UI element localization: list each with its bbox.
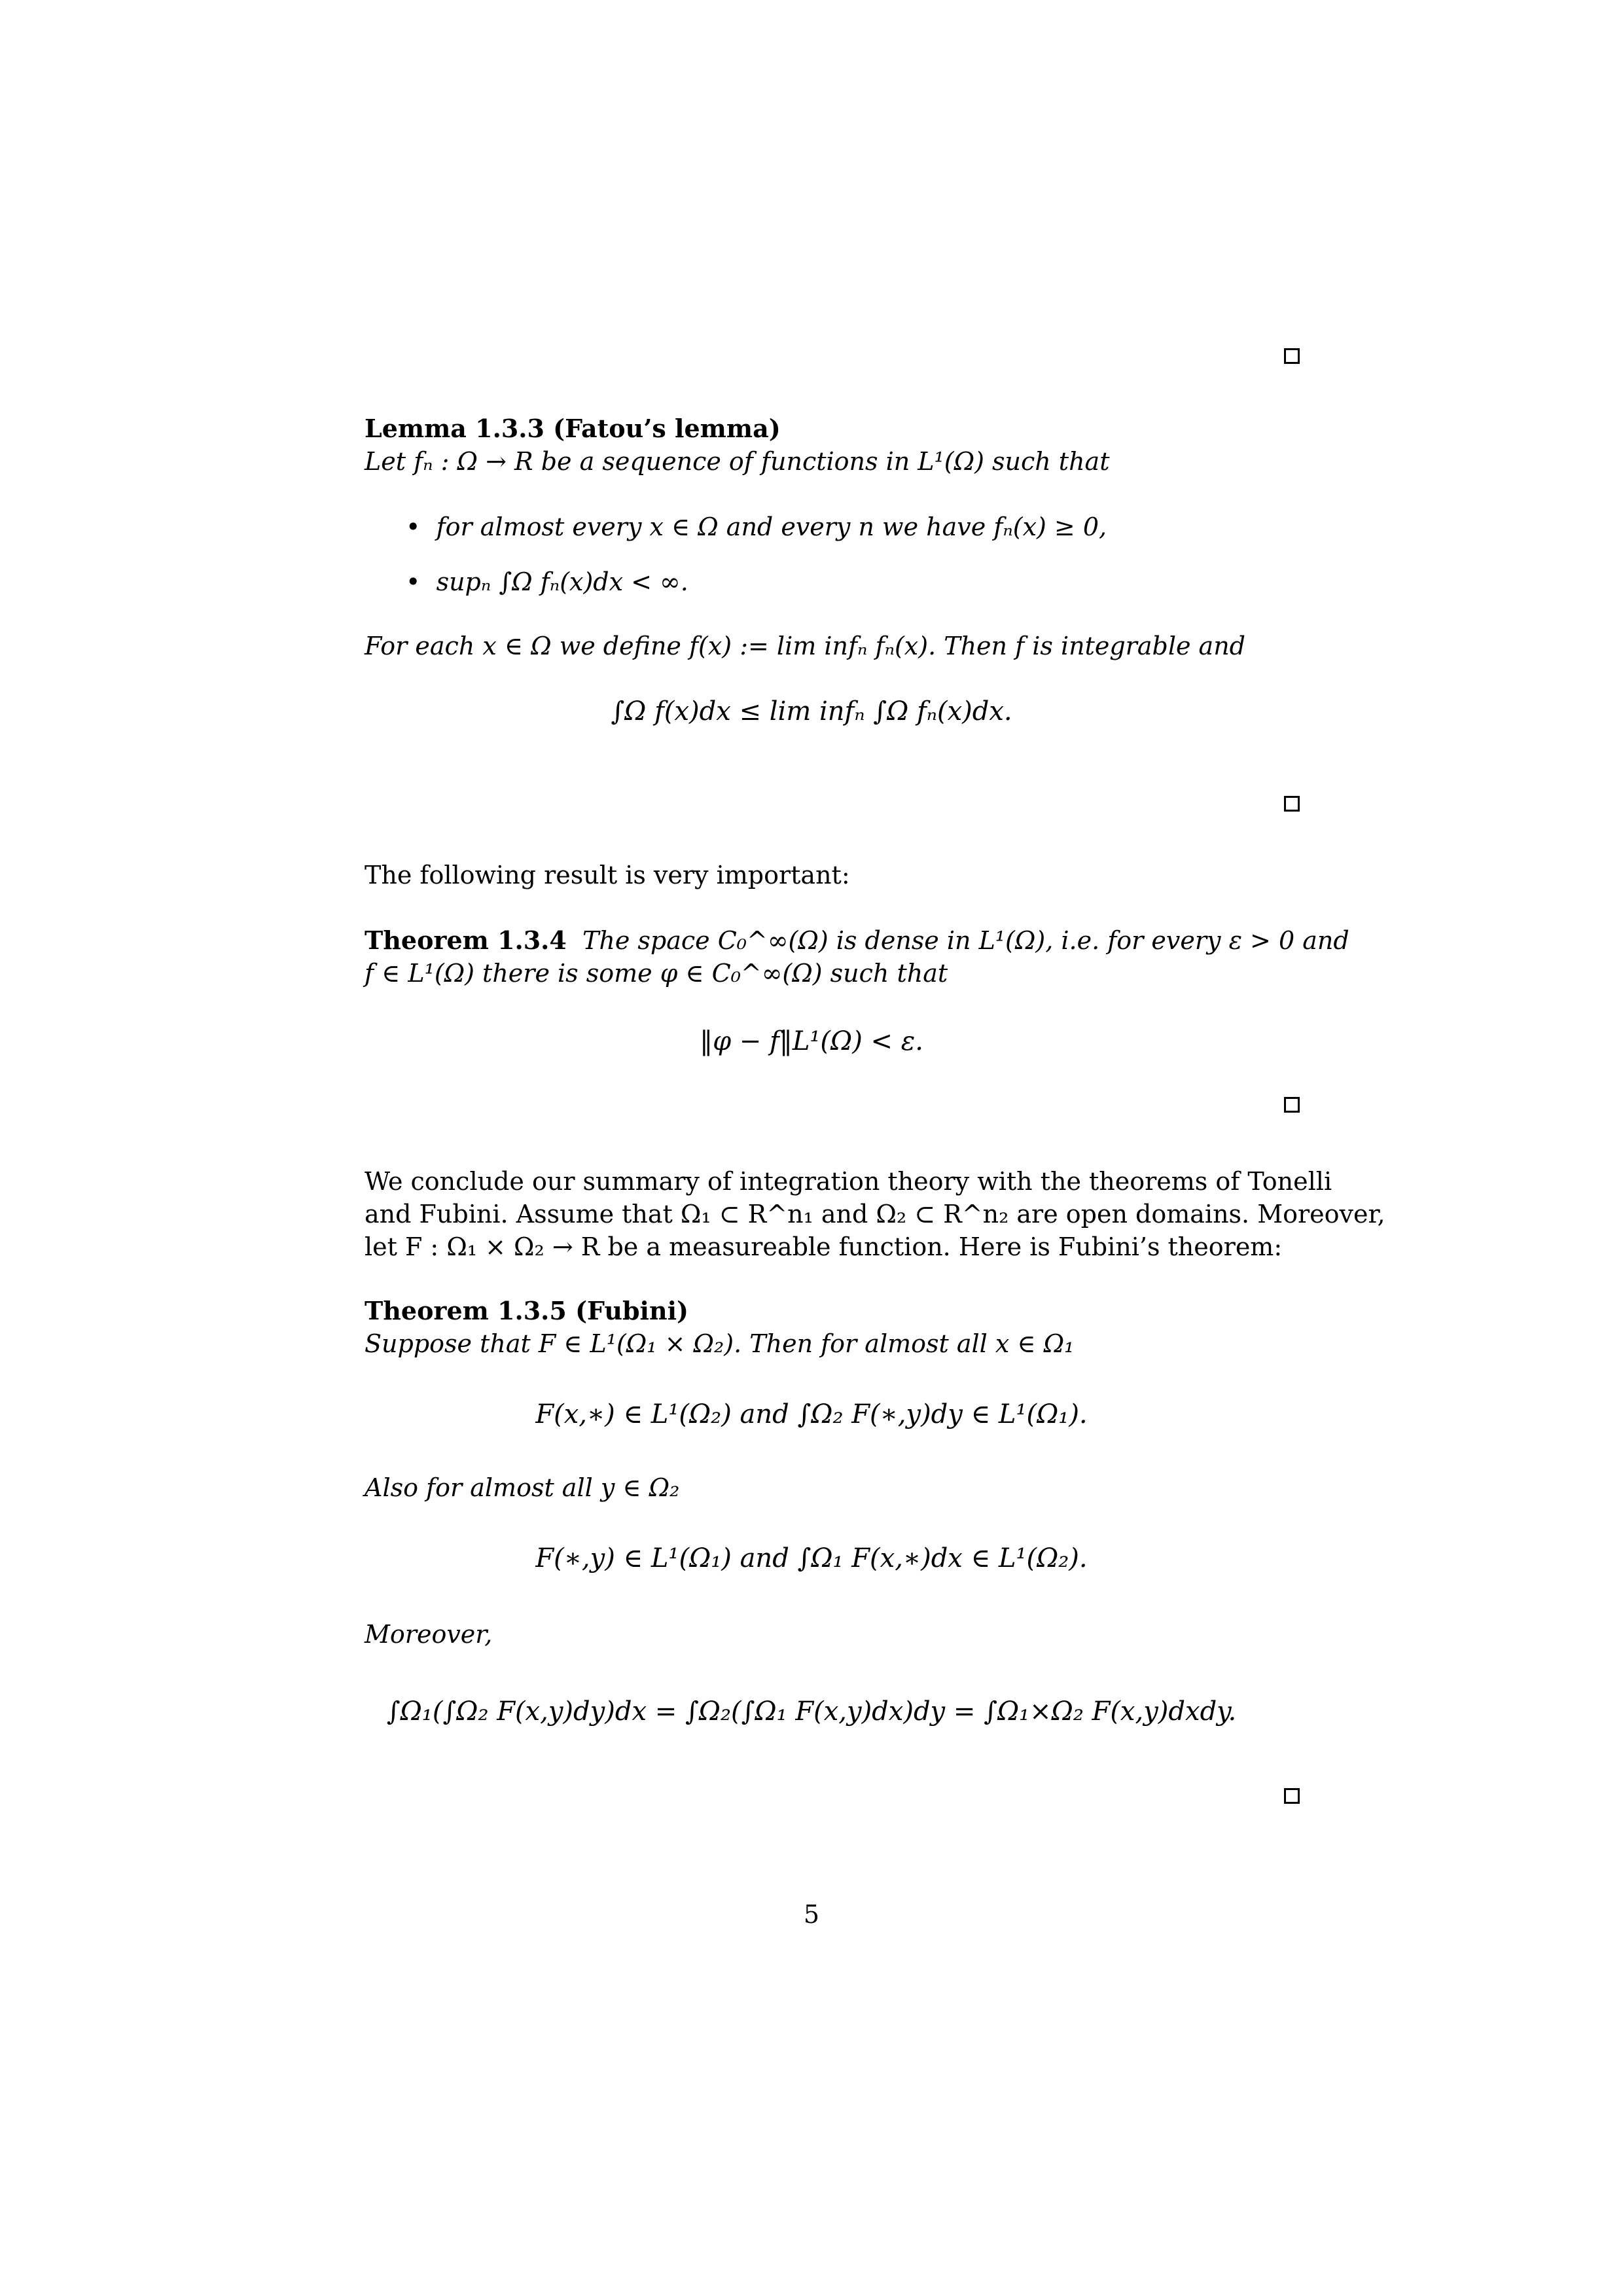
theorem-134-label: Theorem 1.3.4 bbox=[365, 925, 567, 955]
theorem-135-formula3: ∫Ω₁(∫Ω₂ F(x,y)dy)dx = ∫Ω₂(∫Ω₁ F(x,y)dx)dy = ∫Ω₁×Ω₂ F(x,y)dxdy. bbox=[386, 1696, 1237, 1727]
summary-line: let F : Ω₁ × Ω₂ → R be a measureable function. Here is Fubini’s theorem: bbox=[365, 1232, 1283, 1261]
qed-symbol bbox=[1284, 1788, 1300, 1804]
lemma-bullet-text: supₙ ∫Ω fₙ(x)dx < ∞. bbox=[436, 567, 688, 596]
theorem-135-also-line: Also for almost all y ∈ Ω₂ bbox=[365, 1473, 680, 1502]
lemma-formula: ∫Ω f(x)dx ≤ lim infₙ ∫Ω fₙ(x)dx. bbox=[611, 696, 1012, 726]
lemma-bullet bbox=[406, 565, 688, 598]
theorem-135-formula2: F(∗,y) ∈ L¹(Ω₁) and ∫Ω₁ F(x,∗)dx ∈ L¹(Ω₂). bbox=[535, 1543, 1088, 1573]
intro-sentence: The following result is very important: bbox=[365, 861, 850, 889]
theorem-135-moreover: Moreover, bbox=[365, 1620, 493, 1649]
bullet-icon: • bbox=[406, 512, 437, 541]
lemma-bullet-text: for almost every x ∈ Ω and every n we have fₙ(x) ≥ 0, bbox=[436, 512, 1107, 541]
qed-symbol bbox=[1284, 1097, 1300, 1113]
lemma-bullet bbox=[406, 511, 1107, 543]
page-number: 5 bbox=[803, 1900, 820, 1929]
theorem-134-formula: ‖φ − f‖L¹(Ω) < ε. bbox=[700, 1026, 923, 1056]
theorem-135-statement: Suppose that F ∈ L¹(Ω₁ × Ω₂). Then for almost all x ∈ Ω₁ bbox=[365, 1329, 1075, 1358]
qed-symbol bbox=[1284, 796, 1300, 812]
bullet-icon: • bbox=[406, 567, 437, 596]
lemma-title: Lemma 1.3.3 (Fatou’s lemma) bbox=[365, 414, 781, 443]
qed-symbol bbox=[1284, 348, 1300, 364]
theorem-135-formula1: F(x,∗) ∈ L¹(Ω₂) and ∫Ω₂ F(∗,y)dy ∈ L¹(Ω₁). bbox=[535, 1399, 1088, 1429]
lemma-definition: For each x ∈ Ω we define f(x) := lim infₙ fₙ(x). Then f is integrable and bbox=[365, 632, 1245, 660]
theorem-134-statement-line1: The space C₀^∞(Ω) is dense in L¹(Ω), i.e. for every ε > 0 and bbox=[582, 926, 1349, 955]
theorem-134-statement-line2: f ∈ L¹(Ω) there is some φ ∈ C₀^∞(Ω) such that bbox=[365, 959, 948, 988]
summary-line: and Fubini. Assume that Ω₁ ⊂ R^n₁ and Ω₂ ⊂ R^n₂ are open domains. Moreover, bbox=[365, 1200, 1385, 1229]
lemma-statement: Let fₙ : Ω → R be a sequence of functions in L¹(Ω) such that bbox=[365, 447, 1110, 476]
theorem-134-line1 bbox=[365, 924, 1349, 957]
theorem-135-title: Theorem 1.3.5 (Fubini) bbox=[365, 1296, 689, 1325]
summary-line: We conclude our summary of integration theory with the theorems of Tonelli bbox=[365, 1167, 1332, 1196]
